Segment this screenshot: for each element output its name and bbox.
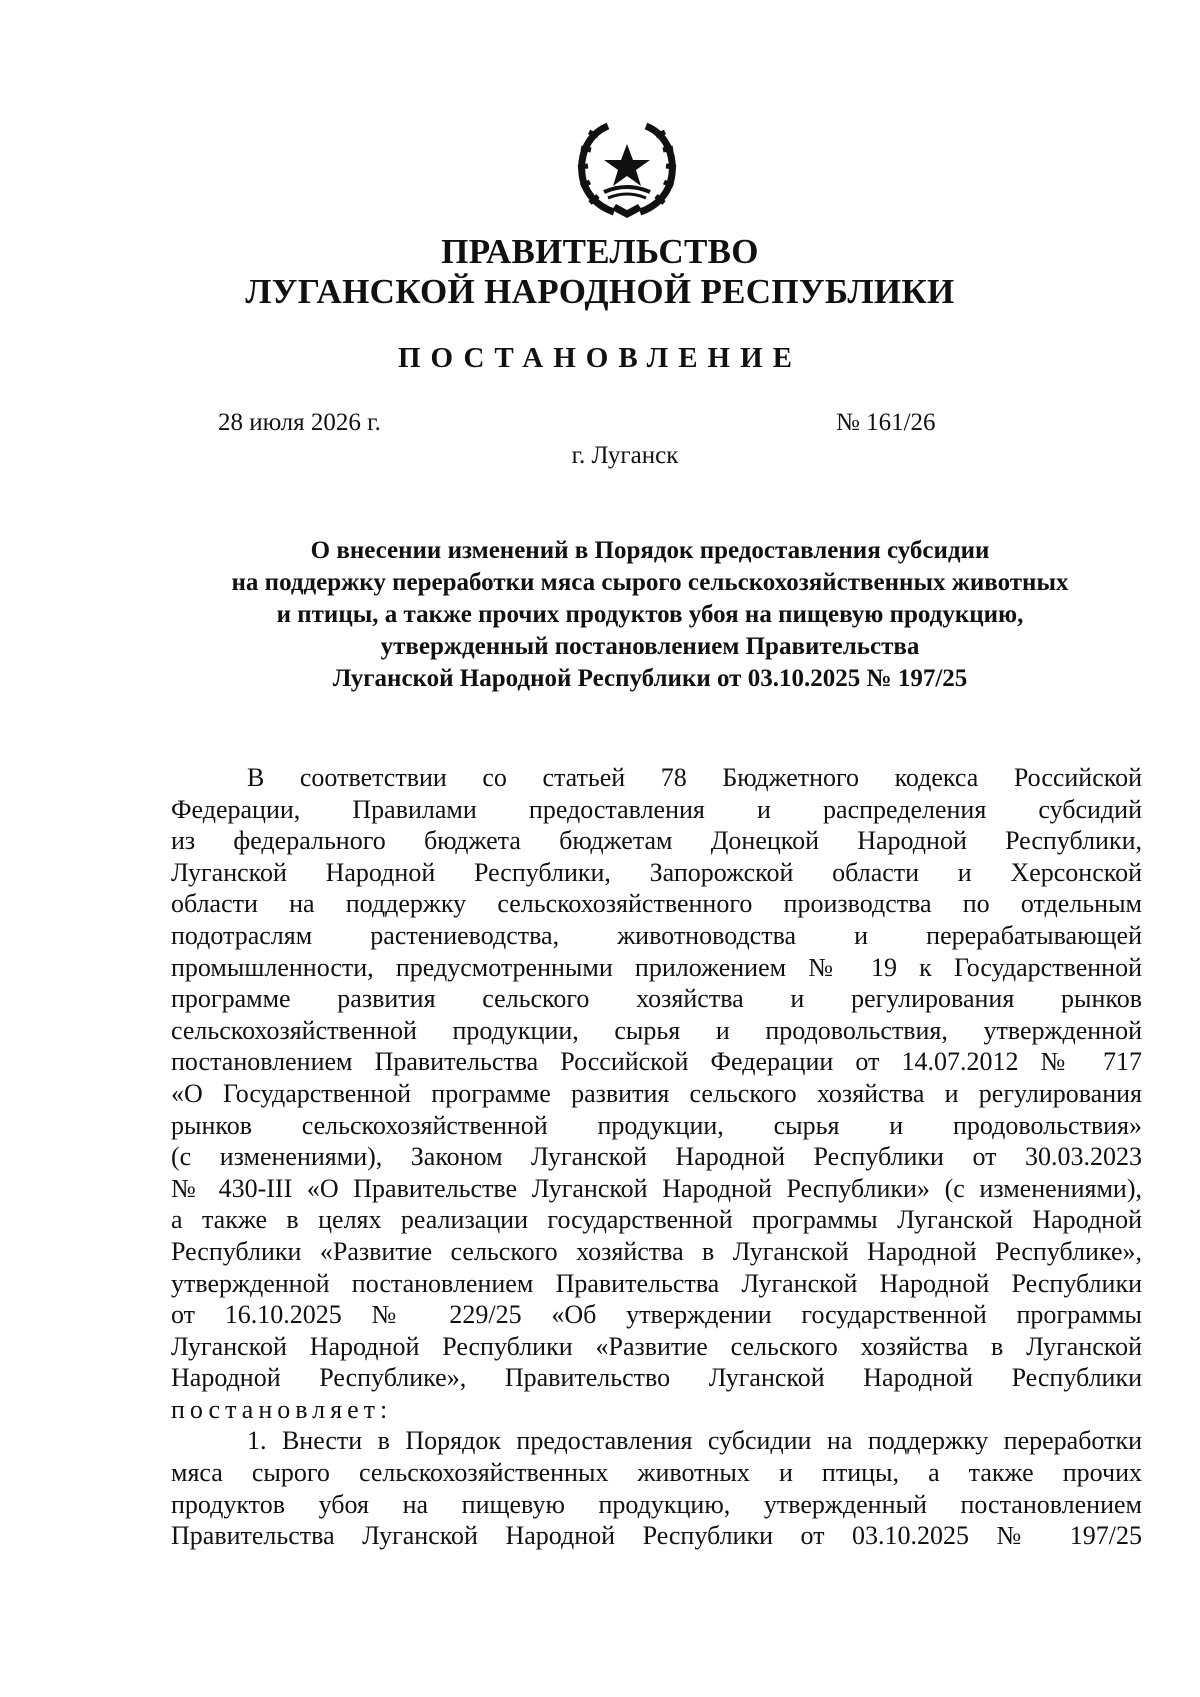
body-line: В соответствии со статьей 78 Бюджетного кодекса Российской bbox=[247, 763, 1142, 792]
document-title bbox=[170, 535, 1130, 695]
body-line: сельскохозяйственной продукции, сырья и продовольствия, утвержденной bbox=[171, 1015, 1142, 1045]
body-line: подотраслям растениеводства, животноводства и перерабатывающей bbox=[171, 920, 1142, 950]
title-line: Луганской Народной Республики от 03.10.2025 № 197/25 bbox=[332, 665, 968, 692]
document-city: г. Луганск bbox=[571, 442, 679, 469]
body-line: мяса сырого сельскохозяйственных животных и птицы, а также прочих bbox=[171, 1458, 1142, 1488]
title-line: О внесении изменений в Порядок предоставления субсидии bbox=[310, 537, 990, 564]
document-number: № 161/26 bbox=[836, 409, 936, 436]
body-line: от 16.10.2025 № 229/25 «Об утверждении государственной программы bbox=[171, 1300, 1142, 1330]
body-line: рынков сельскохозяйственной продукции, сырья и продовольствия» bbox=[171, 1110, 1142, 1140]
body-line: постановлением Правительства Российской Федерации от 14.07.2012 № 717 bbox=[171, 1047, 1142, 1077]
body-line: Республики «Развитие сельского хозяйства в Луганской Народной Республике», bbox=[171, 1236, 1142, 1266]
body-line: утвержденной постановлением Правительства Луганской Народной Республики bbox=[171, 1268, 1142, 1298]
lpr-coat-of-arms-icon bbox=[568, 112, 686, 222]
document-date: 28 июля 2026 г. bbox=[218, 409, 381, 436]
body-line: программе развития сельского хозяйства и регулирования рынков bbox=[171, 984, 1142, 1014]
body-line: «О Государственной программе развития сельского хозяйства и регулирования bbox=[171, 1078, 1142, 1108]
body-line: из федерального бюджета бюджетам Донецкой Народной Республики, bbox=[171, 826, 1142, 856]
body-line: области на поддержку сельскохозяйственного производства по отдельным bbox=[171, 889, 1142, 919]
body-line: (с изменениями), Законом Луганской Народной Республики от 30.03.2023 bbox=[171, 1142, 1142, 1172]
government-title-line1: ПРАВИТЕЛЬСТВО bbox=[441, 232, 759, 271]
body-line: Луганской Народной Республики, Запорожской области и Херсонской bbox=[171, 857, 1142, 887]
body-line: № 430-III «О Правительстве Луганской Народной Республики» (с изменениями), bbox=[171, 1173, 1142, 1203]
body-line: постановляет: bbox=[171, 1394, 393, 1424]
government-title-line2: ЛУГАНСКОЙ НАРОДНОЙ РЕСПУБЛИКИ bbox=[245, 272, 955, 311]
body-line: 1. Внести в Порядок предоставления субсидии на поддержку переработки bbox=[247, 1426, 1142, 1456]
title-line: на поддержку переработки мяса сырого сельскохозяйственных животных bbox=[231, 569, 1069, 596]
body-line: продуктов убоя на пищевую продукцию, утвержденный постановлением bbox=[171, 1489, 1142, 1519]
document-type: ПОСТАНОВЛЕНИЕ bbox=[397, 342, 802, 374]
body-line: промышленности, предусмотренными приложением № 19 к Государственной bbox=[171, 952, 1142, 982]
title-line: и птицы, а также прочих продуктов убоя на пищевую продукцию, bbox=[276, 601, 1024, 628]
body-line: Луганской Народной Республики «Развитие сельского хозяйства в Луганской bbox=[171, 1331, 1142, 1361]
title-line: утвержденный постановлением Правительства bbox=[380, 633, 920, 660]
body-line: а также в целях реализации государственной программы Луганской Народной bbox=[171, 1205, 1142, 1235]
body-line: Федерации, Правилами предоставления и распределения субсидий bbox=[171, 794, 1142, 824]
body-line: Правительства Луганской Народной Республики от 03.10.2025 № 197/25 bbox=[171, 1521, 1142, 1551]
body-line: Народной Республике», Правительство Луганской Народной Республики bbox=[171, 1363, 1142, 1393]
document-body bbox=[171, 762, 1142, 1552]
